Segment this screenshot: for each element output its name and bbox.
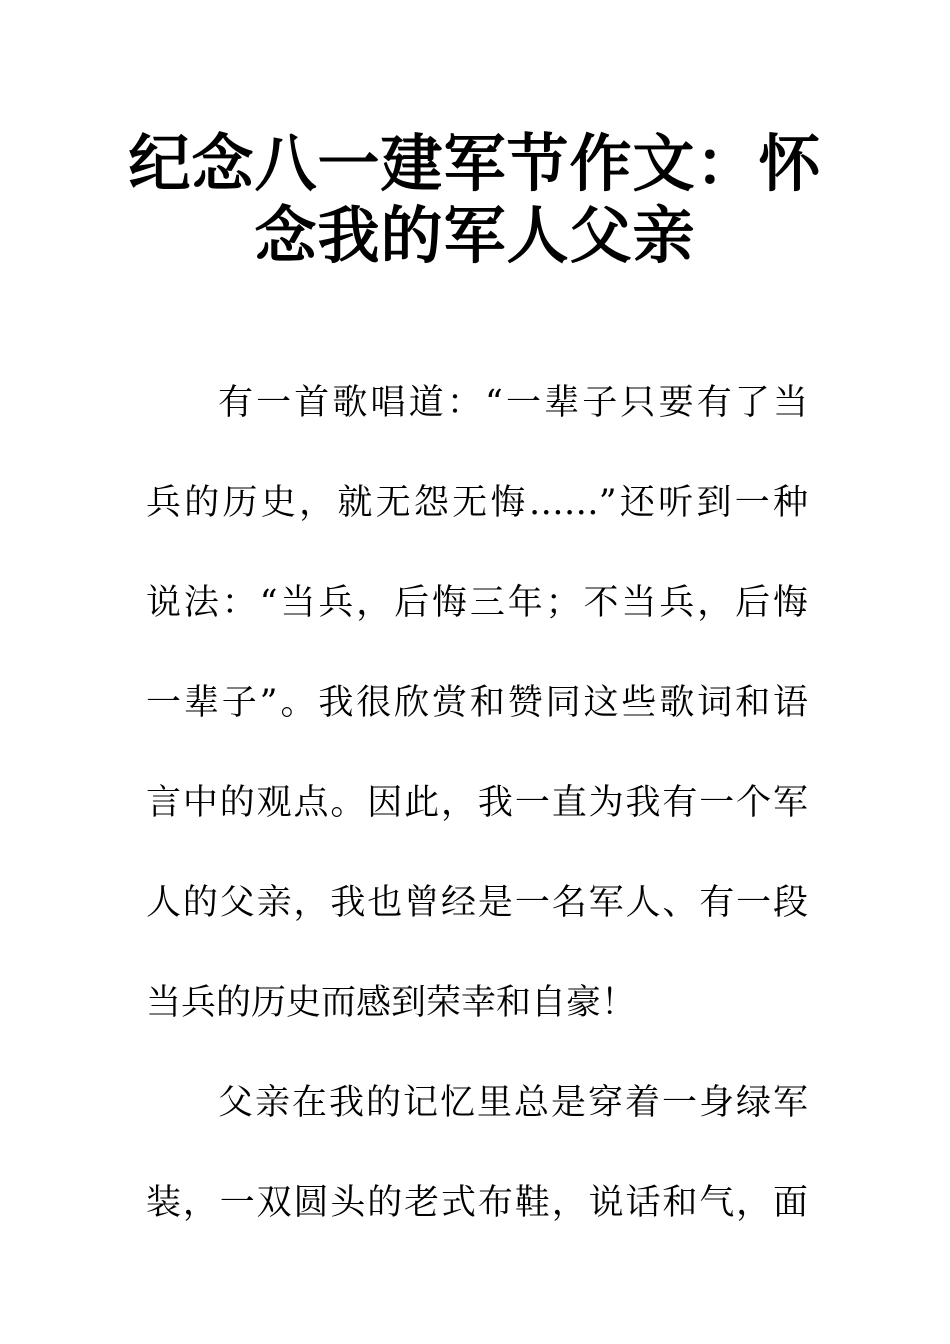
text-line: 有一首歌唱道：“一辈子只要有了当 (218, 383, 808, 423)
text-line: 人的父亲，我也曾经是一名军人、有一段 (146, 883, 808, 923)
text-line: 装，一双圆头的老式布鞋，说话和气，面 (146, 1183, 808, 1223)
text-line: 言中的观点。因此，我一直为我有一个军 (146, 783, 808, 823)
text-line: 一辈子”。我很欣赏和赞同这些歌词和语 (146, 683, 808, 723)
title-line: 念我的军人父亲 (254, 199, 696, 272)
text-line: 当兵的历史而感到荣幸和自豪！ (146, 983, 637, 1023)
text-line: 兵的历史，就无怨无悔……”还听到一种 (146, 483, 808, 523)
document-title (100, 128, 850, 272)
paragraph-2 (146, 1080, 808, 1280)
title-line: 纪念八一建军节作文：怀 (128, 127, 822, 200)
text-line: 父亲在我的记忆里总是穿着一身绿军 (218, 1083, 808, 1123)
text-line: 说法：“当兵，后悔三年；不当兵，后悔 (146, 583, 808, 623)
paragraph-1 (146, 380, 808, 1080)
document-body (146, 380, 808, 1280)
